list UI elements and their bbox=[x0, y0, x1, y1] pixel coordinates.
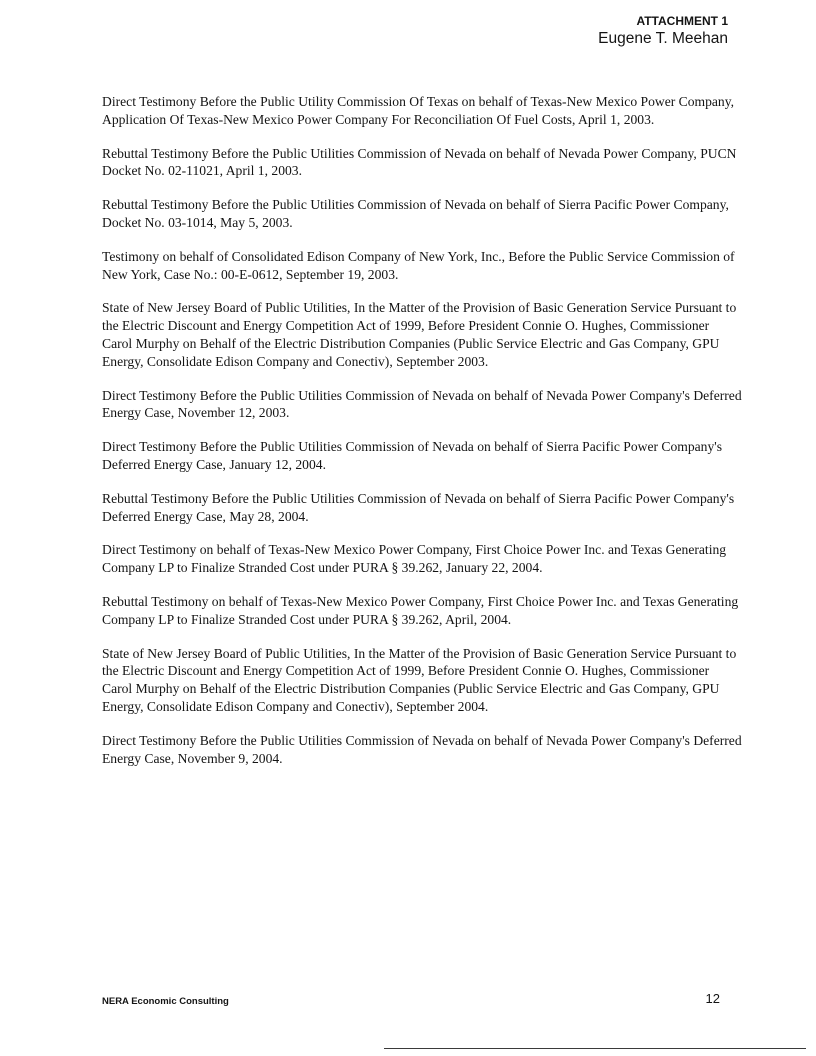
testimony-entry: Direct Testimony Before the Public Utilities Commission of Nevada on behalf of Nevada Power Company's Deferred Energy Case, November 12, 2003. bbox=[102, 387, 742, 421]
footer-firm-name: NERA Economic Consulting bbox=[102, 996, 229, 1007]
testimony-entry: Rebuttal Testimony Before the Public Utilities Commission of Nevada on behalf of Sierra Pacific Power Company's Deferred Energy Case, May 28, 2004. bbox=[102, 490, 735, 524]
testimony-entry: Rebuttal Testimony on behalf of Texas-New Mexico Power Company, First Choice Power Inc. and Texas Generating Company LP to Finalize Stranded Cost under PURA § 39.262, April, 2004. bbox=[102, 593, 739, 627]
testimony-entry: State of New Jersey Board of Public Utilities, In the Matter of the Provision of Basic Generation Service Pursuant to the Electric Discount and Energy Competition Act of 1999, Before President Connie O. Hughes, Commissioner Carol Murphy on Behalf of the Electric Distribution Companies (Public Service Electric and Gas Company, GPU Energy, Consolidate Edison Company and Conectiv), September 2004. bbox=[102, 645, 737, 714]
testimony-entry: Testimony on behalf of Consolidated Edison Company of New York, Inc., Before the Public Service Commission of New York, Case No.: 00-E-0612, September 19, 2003. bbox=[102, 248, 735, 282]
page-header bbox=[598, 14, 728, 48]
attachment-label: ATTACHMENT 1 bbox=[636, 14, 728, 28]
testimony-entry: Direct Testimony Before the Public Utilities Commission of Nevada on behalf of Sierra Pacific Power Company's Deferred Energy Case, January 12, 2004. bbox=[102, 439, 723, 472]
testimony-entry: Direct Testimony Before the Public Utility Commission Of Texas on behalf of Texas-New Mexico Power Company, Application Of Texas-New Mexico Power Company For Reconciliation Of Fuel Costs, April 1, 2003. bbox=[102, 94, 735, 127]
page-number: 12 bbox=[705, 991, 720, 1006]
testimony-entry: Rebuttal Testimony Before the Public Utilities Commission of Nevada on behalf of Nevada Power Company, PUCN Docket No. 02-11021, April 1, 2003. bbox=[102, 145, 737, 179]
testimony-list bbox=[102, 93, 742, 783]
testimony-entry: Rebuttal Testimony Before the Public Utilities Commission of Nevada on behalf of Sierra Pacific Power Company, Docket No. 03-1014, May 5, 2003. bbox=[102, 197, 729, 230]
author-name: Eugene T. Meehan bbox=[598, 30, 728, 47]
bottom-rule bbox=[384, 1048, 806, 1049]
testimony-entry: Direct Testimony on behalf of Texas-New Mexico Power Company, First Choice Power Inc. and Texas Generating Company LP to Finalize Stranded Cost under PURA § 39.262, January 22, 2004. bbox=[102, 542, 727, 576]
testimony-entry: Direct Testimony Before the Public Utilities Commission of Nevada on behalf of Nevada Power Company's Deferred Energy Case, November 9, 2004. bbox=[102, 732, 742, 766]
testimony-entry: State of New Jersey Board of Public Utilities, In the Matter of the Provision of Basic Generation Service Pursuant to the Electric Discount and Energy Competition Act of 1999, Before President Connie O. Hughes, Commissioner Carol Murphy on Behalf of the Electric Distribution Companies (Public Service Electric and Gas Company, GPU Energy, Consolidate Edison Company and Conectiv), September 2003. bbox=[102, 300, 737, 369]
